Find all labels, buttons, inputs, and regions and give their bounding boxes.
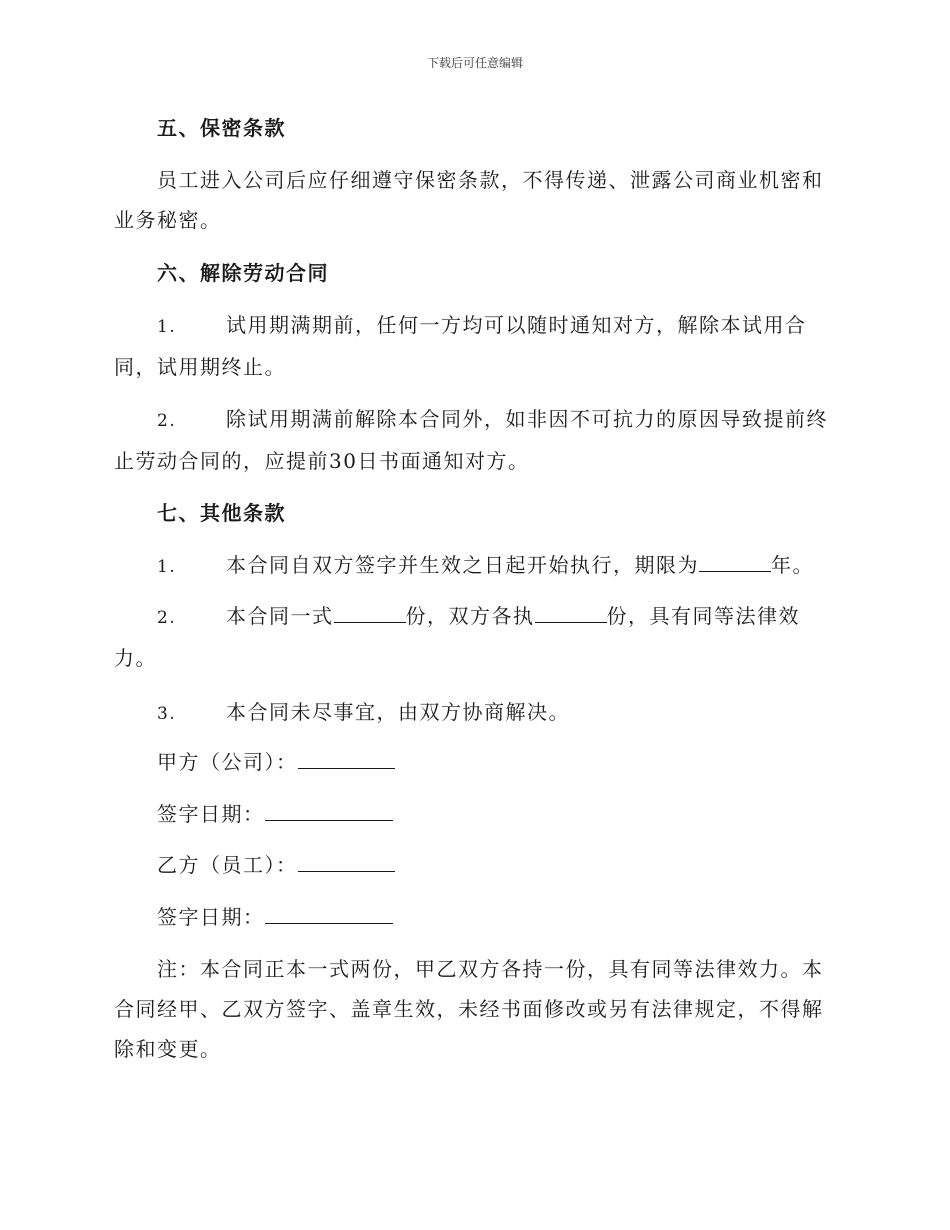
section-5-body [114,160,834,240]
item-text: 年。 [771,553,814,577]
item-text: 本合同未尽事宜，由双方协商解决。 [226,700,570,724]
item-number: 2. [157,608,177,628]
section-6-heading: 六、解除劳动合同 [157,261,329,285]
copies-total-blank[interactable] [334,604,406,623]
party-a-signature [157,747,395,777]
term-years-blank[interactable] [699,553,771,572]
item-text: 试用期满期前，任何一方均可以随时通知对方，解除本试用合同，试用期终止。 [114,313,807,379]
party-b-signature [157,850,395,880]
item-text: 份，具有同等法律效力。 [114,604,800,670]
section-6-item-1 [114,305,834,387]
party-b-date [157,902,393,932]
page-header-note: 下载后可任意编辑 [426,56,523,70]
item-number: 3. [157,704,177,724]
copies-each-blank[interactable] [535,604,607,623]
party-b-blank[interactable] [298,853,395,872]
date-label: 签字日期： [157,802,265,826]
party-b-label: 乙方（员工）： [157,853,298,877]
section-5-text: 员工进入公司后应仔细遵守保密条款，不得传递、泄露公司商业机密和业务秘密。 [114,168,824,232]
item-text: 除试用期满前解除本合同外，如非因不可抗力的原因导致提前终止劳动合同的，应提前30日书面通知对方。 [114,407,828,473]
party-a-label: 甲方（公司）： [157,750,298,774]
section-6-item-2 [114,399,834,481]
date-label: 签字日期： [157,905,265,929]
section-5-heading: 五、保密条款 [157,116,286,140]
item-number: 1. [157,557,177,577]
closing-note [114,949,834,1069]
party-b-date-blank[interactable] [265,905,393,924]
party-a-date [157,799,393,829]
item-number: 2. [157,411,177,431]
section-7-item-2 [114,596,834,678]
section-7-item-1 [157,550,814,582]
item-number: 1. [157,317,177,337]
item-text: 本合同一式 [226,604,334,628]
section-7-heading: 七、其他条款 [157,501,286,525]
item-text: 份，双方各执 [405,604,535,628]
section-7-item-3 [157,697,570,729]
closing-note-text: 注：本合同正本一式两份，甲乙双方各持一份，具有同等法律效力。本合同经甲、乙双方签字、盖章生效，未经书面修改或另有法律规定，不得解除和变更。 [114,957,824,1061]
party-a-blank[interactable] [298,750,395,769]
item-text: 本合同自双方签字并生效之日起开始执行，期限为 [226,553,699,577]
party-a-date-blank[interactable] [265,802,393,821]
